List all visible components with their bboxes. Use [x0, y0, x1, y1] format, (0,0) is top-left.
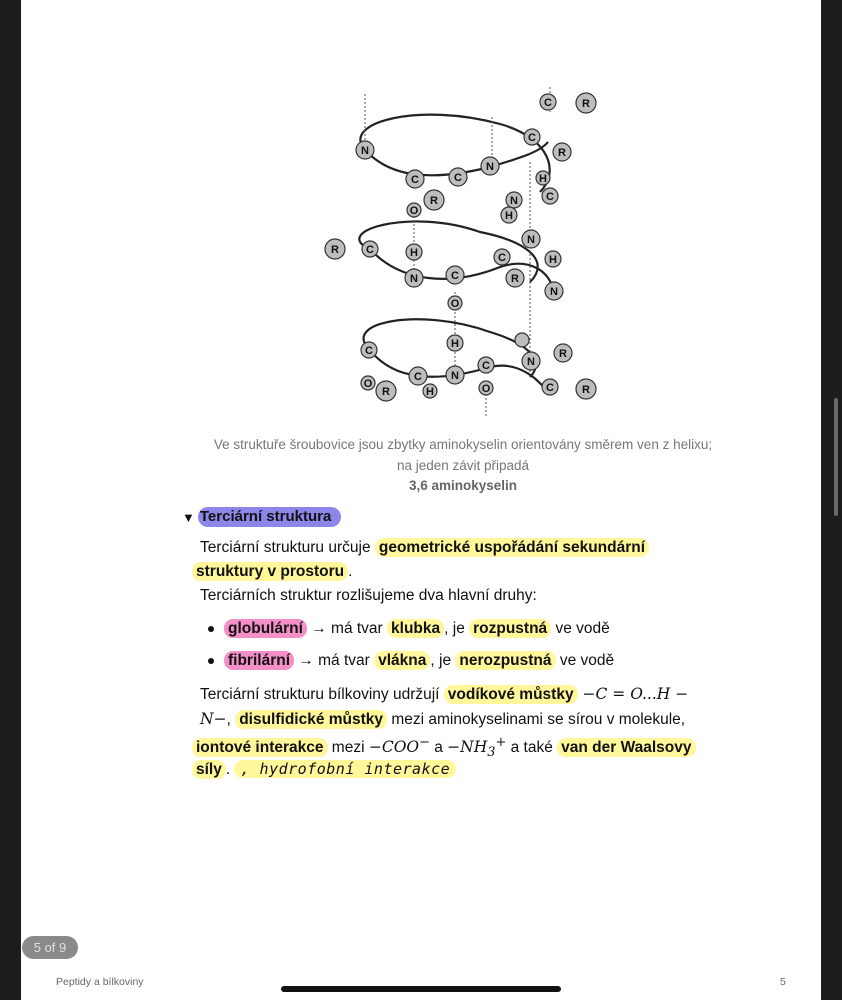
atom-o: O [481, 383, 491, 395]
left-bezel [0, 0, 21, 1000]
text: , je [430, 652, 456, 669]
text: mezi [327, 739, 369, 757]
paragraph-2: Terciárních struktur rozlišujeme dva hlavní druhy: [200, 587, 537, 604]
atom-r: R [559, 348, 567, 360]
text: . [348, 563, 353, 580]
text: Terciární strukturu určuje [200, 539, 375, 556]
text: a [429, 739, 448, 757]
atom-o: O [450, 298, 460, 310]
atom-c: C [546, 191, 554, 203]
highlight: nerozpustná [455, 651, 555, 670]
highlight: vlákna [374, 651, 430, 670]
collapse-toggle-icon[interactable]: ▼ [182, 509, 195, 525]
atom-r: R [382, 386, 390, 398]
math-base: −NH [447, 738, 488, 757]
atom-n: N [451, 370, 459, 382]
footer-title: Peptidy a bílkoviny [56, 976, 144, 988]
caption-emphasis: 3,6 aminokyselin [408, 478, 518, 493]
section-heading[interactable] [182, 507, 341, 527]
text: → má tvar [306, 620, 388, 637]
bullet-icon [208, 658, 214, 664]
highlight: vodíkové můstky [444, 685, 578, 704]
atom-c: C [544, 97, 552, 109]
paragraph-1-line1 [200, 539, 649, 557]
highlight: rozpustná [469, 619, 551, 638]
list-item [208, 652, 614, 670]
atom-h: H [539, 173, 547, 185]
paragraph-3-line2 [200, 710, 685, 729]
scrollbar-thumb[interactable] [834, 398, 838, 516]
atom-h: H [410, 247, 418, 259]
highlight: disulfidické můstky [235, 710, 387, 729]
figure-caption-line1: Ve struktuře šroubovice jsou zbytky aminokyselin orientovány směrem ven z helixu; [213, 437, 713, 452]
footer-page-number: 5 [780, 976, 786, 988]
math-base: −COO [368, 738, 420, 757]
atom-n: N [486, 161, 494, 173]
highlight-pink: globulární [224, 619, 307, 638]
page-indicator[interactable]: 5 of 9 [22, 936, 78, 959]
math [368, 735, 430, 757]
math-sup: + [495, 735, 507, 750]
text: mezi aminokyselinami se sírou v molekule, [387, 711, 686, 728]
highlight: struktury v prostoru [192, 562, 348, 581]
atom-c: C [411, 174, 419, 186]
atom-n: N [361, 145, 369, 157]
atom-h: H [426, 386, 434, 398]
atom-c: C [414, 371, 422, 383]
math [447, 735, 507, 761]
atom-n: N [550, 286, 558, 298]
bullet-icon [208, 626, 214, 632]
text: Terciární strukturu bílkoviny udržují [200, 686, 444, 703]
atom-c: C [451, 270, 459, 282]
text: , [226, 711, 236, 728]
paragraph-3-line4 [192, 760, 456, 779]
highlight: geometrické uspořádání sekundární [375, 538, 649, 557]
math-sup: − [419, 735, 430, 750]
atom-o: O [363, 378, 373, 390]
math-sub: 3 [487, 745, 496, 761]
atom-c: C [482, 360, 490, 372]
highlight: iontové interakce [192, 738, 328, 757]
atom-c: C [546, 382, 554, 394]
atom-r: R [331, 244, 339, 256]
home-indicator[interactable] [281, 986, 561, 992]
atom-h: H [505, 210, 513, 222]
math: N− [200, 710, 227, 728]
atom-r: R [558, 147, 566, 159]
atom-n: N [510, 195, 518, 207]
atom-r: R [430, 195, 438, 207]
text: → má tvar [294, 652, 375, 669]
atom-r: R [582, 384, 590, 396]
math: −C = O...H − [577, 685, 689, 703]
atom-n: N [410, 273, 418, 285]
figure-caption-line3 [178, 478, 748, 493]
list-item [208, 620, 610, 638]
text: . [225, 761, 231, 778]
atom-h: H [549, 254, 557, 266]
highlight-pink: fibrilární [224, 651, 294, 670]
text: a také [506, 739, 558, 757]
atom-o: O [409, 205, 419, 217]
handwritten-annotation: , hydrofobní interakce [234, 760, 456, 778]
highlight: klubka [387, 619, 444, 638]
text: ve vodě [551, 620, 610, 637]
highlight: síly [192, 760, 226, 779]
figure-caption-line2: na jeden závit připadá [396, 458, 530, 473]
atom-c: C [365, 345, 373, 357]
atom-n: N [527, 234, 535, 246]
atom-n: N [527, 356, 535, 368]
atom-r: R [511, 273, 519, 285]
text: ve vodě [555, 652, 615, 669]
atom-c: C [498, 252, 506, 264]
paragraph-3-line1 [200, 685, 688, 704]
text: , je [444, 620, 470, 637]
atom-h: H [451, 338, 459, 350]
highlight: van der Waalsovy [557, 738, 695, 757]
section-title: Terciární struktura [198, 507, 341, 527]
alpha-helix-figure [300, 82, 610, 422]
atom-c: C [454, 172, 462, 184]
atom-c: C [528, 132, 536, 144]
right-bezel [821, 0, 842, 1000]
paragraph-1-line2 [192, 563, 352, 581]
atom-r: R [582, 98, 590, 110]
atom-c: C [366, 244, 374, 256]
paragraph-3-line3 [192, 735, 696, 760]
